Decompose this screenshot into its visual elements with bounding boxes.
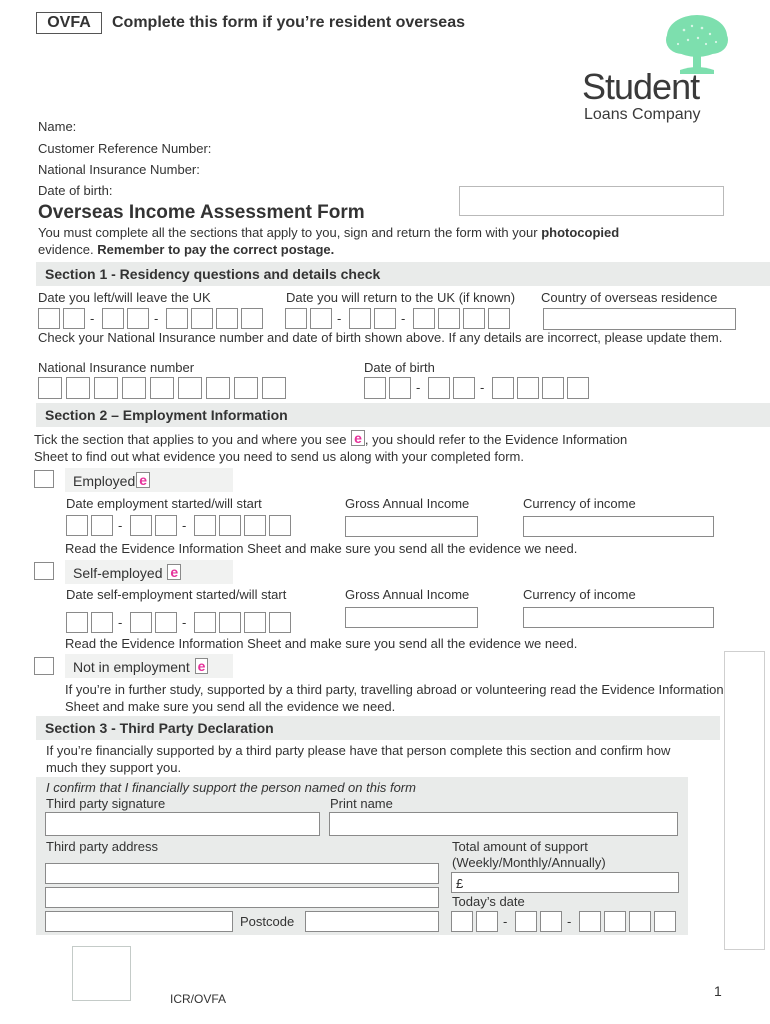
print-name-label: Print name xyxy=(330,796,393,811)
employed-income-input[interactable] xyxy=(345,516,478,537)
nino-input-label: National Insurance number xyxy=(38,360,195,375)
address-label: Third party address xyxy=(46,839,158,854)
details-check-text: Check your National Insurance number and date of birth shown above. If any details are incorrect, please update them. xyxy=(38,330,723,345)
self-employed-option: Self-employed e xyxy=(65,560,233,584)
char-cell[interactable] xyxy=(349,308,371,329)
address-line3-input[interactable] xyxy=(45,911,233,932)
date-separator: - xyxy=(480,380,485,395)
declaration-confirm: I confirm that I financially support the person named on this form xyxy=(46,780,416,795)
date-separator: - xyxy=(90,310,95,326)
char-cell[interactable] xyxy=(453,377,475,399)
self-employed-checkbox[interactable] xyxy=(34,562,54,580)
char-cell[interactable] xyxy=(166,308,188,329)
char-cell[interactable] xyxy=(155,515,177,536)
form-tagline: Complete this form if you’re resident overseas xyxy=(112,14,465,31)
char-cell[interactable] xyxy=(122,377,146,399)
signature-input[interactable] xyxy=(45,812,320,836)
char-cell[interactable] xyxy=(285,308,307,329)
date-separator: - xyxy=(154,310,159,326)
employed-currency-input[interactable] xyxy=(523,516,714,537)
char-cell[interactable] xyxy=(244,515,266,536)
char-cell[interactable] xyxy=(155,612,177,633)
date-separator: - xyxy=(118,517,123,533)
char-cell[interactable] xyxy=(241,308,263,329)
date-separator: - xyxy=(118,614,123,630)
section2-header: Section 2 – Employment Information xyxy=(36,403,770,427)
char-cell[interactable] xyxy=(38,377,62,399)
char-cell[interactable] xyxy=(428,377,450,399)
self-employed-currency-label: Currency of income xyxy=(523,587,636,602)
char-cell[interactable] xyxy=(234,377,258,399)
char-cell[interactable] xyxy=(476,911,498,932)
char-cell[interactable] xyxy=(91,515,113,536)
char-cell[interactable] xyxy=(654,911,676,932)
char-cell[interactable] xyxy=(178,377,202,399)
crn-label: Customer Reference Number: xyxy=(38,141,212,156)
char-cell[interactable] xyxy=(66,377,90,399)
signature-label: Third party signature xyxy=(46,796,166,811)
evidence-icon: e xyxy=(351,430,365,446)
name-label: Name: xyxy=(38,119,77,134)
section1-header: Section 1 - Residency questions and details check xyxy=(36,262,770,286)
todays-date-label: Today’s date xyxy=(452,894,525,909)
date-separator: - xyxy=(567,913,572,929)
char-cell[interactable] xyxy=(150,377,174,399)
char-cell[interactable] xyxy=(127,308,149,329)
employed-note: Read the Evidence Information Sheet and make sure you send all the evidence we need. xyxy=(65,541,578,556)
char-cell[interactable] xyxy=(463,308,485,329)
char-cell[interactable] xyxy=(389,377,411,399)
char-cell[interactable] xyxy=(488,308,510,329)
char-cell[interactable] xyxy=(310,308,332,329)
form-code-box: OVFA xyxy=(36,12,102,34)
employed-income-label: Gross Annual Income xyxy=(345,496,470,511)
char-cell[interactable] xyxy=(413,308,435,329)
char-cell[interactable] xyxy=(63,308,85,329)
nino-label: National Insurance Number: xyxy=(38,162,200,177)
char-cell[interactable] xyxy=(130,612,152,633)
char-cell[interactable] xyxy=(517,377,539,399)
date-return-label: Date you will return to the UK (if known) xyxy=(286,290,516,305)
char-cell[interactable] xyxy=(629,911,651,932)
char-cell[interactable] xyxy=(191,308,213,329)
char-cell[interactable] xyxy=(219,612,241,633)
employed-option: Employed e xyxy=(65,468,233,492)
support-label: Total amount of support (Weekly/Monthly/Annually) xyxy=(452,839,606,870)
logo-name-line1: Student xyxy=(582,66,700,107)
section3-header: Section 3 - Third Party Declaration xyxy=(36,716,720,740)
char-cell[interactable] xyxy=(244,612,266,633)
dob-label: Date of birth: xyxy=(38,183,113,198)
country-label: Country of overseas residence xyxy=(541,290,718,305)
address-line1-input[interactable] xyxy=(45,863,439,884)
footer-box xyxy=(72,946,131,1001)
char-cell[interactable] xyxy=(130,515,152,536)
char-cell[interactable] xyxy=(219,515,241,536)
logo-name-line2: Loans Company xyxy=(584,106,701,123)
char-cell[interactable] xyxy=(194,612,216,633)
char-cell[interactable] xyxy=(102,308,124,329)
char-cell[interactable] xyxy=(94,377,118,399)
char-cell[interactable] xyxy=(364,377,386,399)
char-cell[interactable] xyxy=(515,911,537,932)
char-cell[interactable] xyxy=(216,308,238,329)
char-cell[interactable] xyxy=(492,377,514,399)
char-cell[interactable] xyxy=(438,308,460,329)
date-separator: - xyxy=(503,913,508,929)
barcode-box xyxy=(459,186,724,216)
self-employed-date-label: Date self-employment started/will start xyxy=(66,587,287,602)
country-input[interactable] xyxy=(543,308,736,330)
evidence-icon: e xyxy=(195,658,209,674)
char-cell[interactable] xyxy=(374,308,396,329)
support-amount-input[interactable] xyxy=(451,872,679,893)
currency-symbol: £ xyxy=(456,876,464,891)
char-cell[interactable] xyxy=(269,612,291,633)
logo xyxy=(580,14,730,124)
print-name-input[interactable] xyxy=(329,812,678,836)
char-cell[interactable] xyxy=(542,377,564,399)
date-separator: - xyxy=(401,310,406,326)
postcode-label: Postcode xyxy=(240,914,295,929)
page-number: 1 xyxy=(714,983,722,999)
not-employed-note: If you’re in further study, supported by a third party, travelling abroad or volunteering read the Evidence Information Sheet and make sure you send all the evidence we need. xyxy=(65,682,724,714)
footer-ref: ICR/OVFA xyxy=(170,992,227,1006)
address-line2-input[interactable] xyxy=(45,887,439,908)
char-cell[interactable] xyxy=(66,515,88,536)
intro-text: You must complete all the sections that apply to you, sign and return the form with your photocopied evidence. Remember to pay the correct postage. xyxy=(38,225,620,257)
char-cell[interactable] xyxy=(194,515,216,536)
not-employed-checkbox[interactable] xyxy=(34,657,54,675)
date-separator: - xyxy=(337,310,342,326)
char-cell[interactable] xyxy=(451,911,473,932)
date-separator: - xyxy=(416,380,421,395)
form-title: Overseas Income Assessment Form xyxy=(38,202,365,223)
char-cell[interactable] xyxy=(269,515,291,536)
not-employed-option: Not in employment e xyxy=(65,654,233,678)
self-employed-note: Read the Evidence Information Sheet and make sure you send all the evidence we need. xyxy=(65,636,578,651)
margin-box xyxy=(724,651,765,950)
date-left-label: Date you left/will leave the UK xyxy=(38,290,211,305)
char-cell[interactable] xyxy=(91,612,113,633)
section3-intro: If you’re financially supported by a third party please have that person complete this section and confirm how much they support you. xyxy=(46,743,671,775)
self-employed-currency-input[interactable] xyxy=(523,607,714,628)
char-cell[interactable] xyxy=(66,612,88,633)
char-cell[interactable] xyxy=(579,911,601,932)
char-cell[interactable] xyxy=(604,911,626,932)
char-cell[interactable] xyxy=(540,911,562,932)
self-employed-income-label: Gross Annual Income xyxy=(345,587,470,602)
date-separator: - xyxy=(182,614,187,630)
postcode-input[interactable] xyxy=(305,911,439,932)
self-employed-income-input[interactable] xyxy=(345,607,478,628)
char-cell[interactable] xyxy=(38,308,60,329)
char-cell[interactable] xyxy=(262,377,286,399)
evidence-icon: e xyxy=(167,564,181,580)
char-cell[interactable] xyxy=(567,377,589,399)
employed-date-label: Date employment started/will start xyxy=(66,496,262,511)
employed-currency-label: Currency of income xyxy=(523,496,636,511)
dob-input-label: Date of birth xyxy=(364,360,435,375)
section2-intro: Tick the section that applies to you and where you see e , you should refer to the Evidence Information Sheet to find out what evidence you need to send us along with your completed form. xyxy=(34,430,628,464)
employed-checkbox[interactable] xyxy=(34,470,54,488)
evidence-icon: e xyxy=(136,472,150,488)
char-cell[interactable] xyxy=(206,377,230,399)
date-separator: - xyxy=(182,517,187,533)
